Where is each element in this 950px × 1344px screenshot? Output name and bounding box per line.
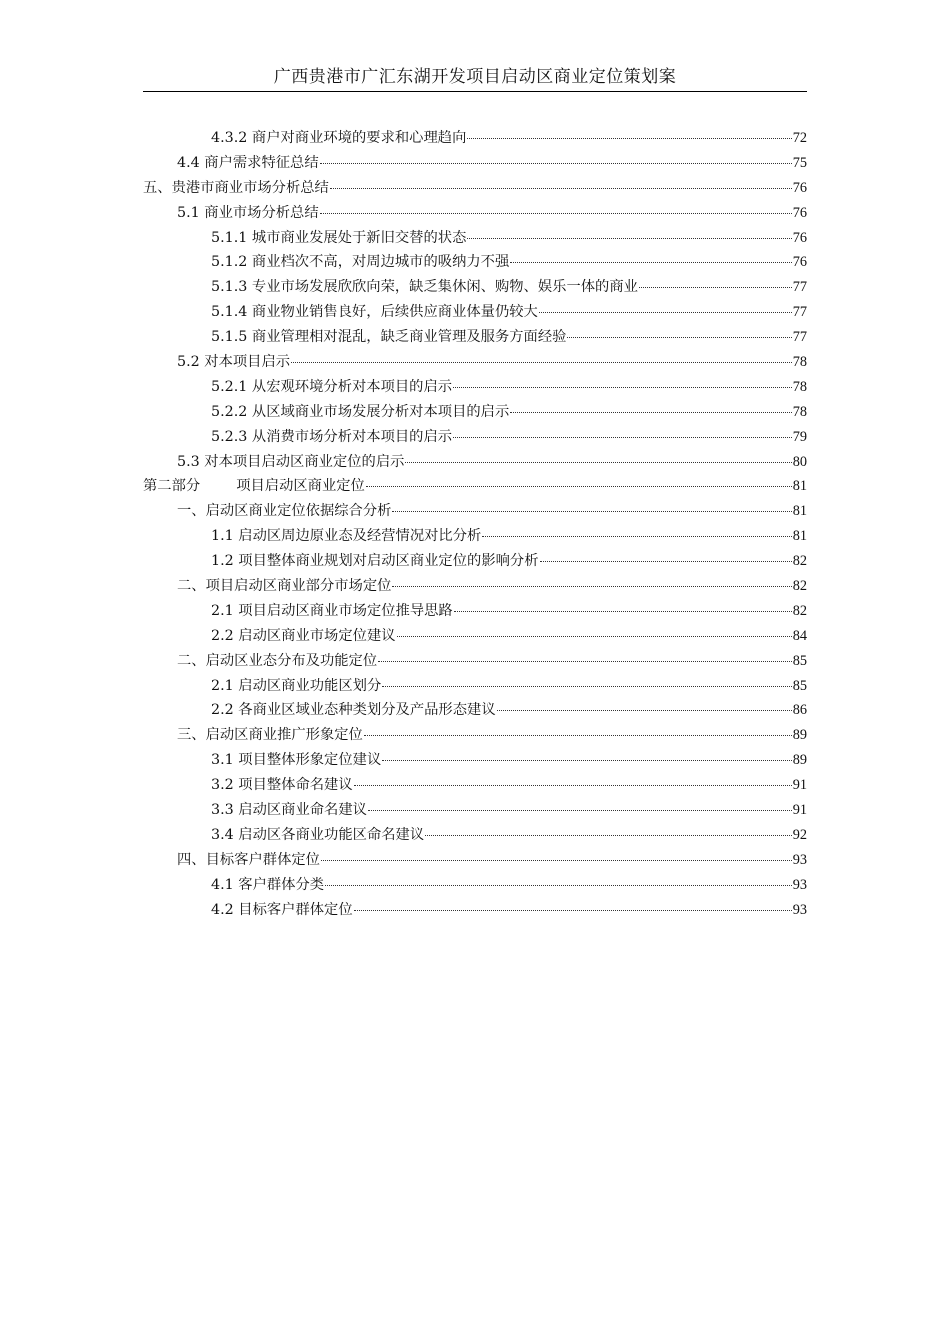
toc-entry-title: 5.2.2 从区域商业市场发展分析对本项目的启示 bbox=[211, 403, 510, 420]
toc-dot-leader bbox=[467, 138, 791, 139]
toc-entry-title: 5.1.2 商业档次不高，对周边城市的吸纳力不强 bbox=[211, 254, 510, 271]
toc-dot-leader bbox=[325, 885, 792, 886]
toc-dot-leader bbox=[567, 337, 791, 338]
toc-dot-leader bbox=[454, 611, 792, 612]
toc-entry[interactable] bbox=[143, 350, 807, 375]
toc-page-number: 81 bbox=[792, 503, 807, 520]
toc-entry-title bbox=[143, 474, 365, 499]
toc-dot-leader bbox=[366, 486, 792, 487]
toc-entry[interactable] bbox=[143, 698, 807, 723]
toc-page-number: 85 bbox=[792, 652, 807, 669]
toc-page-number: 85 bbox=[792, 677, 807, 694]
toc-page-number: 81 bbox=[792, 478, 807, 495]
toc-entry[interactable] bbox=[143, 226, 807, 251]
toc-entry-title: 一、启动区商业定位依据综合分析 bbox=[177, 503, 392, 520]
toc-dot-leader bbox=[639, 287, 792, 288]
toc-dot-leader bbox=[392, 511, 791, 512]
toc-part-title: 项目启动区商业定位 bbox=[236, 478, 365, 495]
toc-page-number: 82 bbox=[792, 578, 807, 595]
toc-entry[interactable] bbox=[143, 450, 807, 475]
toc-entry[interactable] bbox=[143, 723, 807, 748]
header-divider bbox=[143, 91, 807, 92]
toc-dot-leader bbox=[382, 760, 791, 761]
toc-entry-title: 3.1 项目整体形象定位建议 bbox=[211, 752, 382, 769]
toc-page-number: 77 bbox=[792, 304, 807, 321]
toc-page-number: 76 bbox=[792, 204, 807, 221]
toc-page-number: 89 bbox=[792, 752, 807, 769]
toc-entry[interactable] bbox=[143, 275, 807, 300]
toc-entry-title: 5.1.3 专业市场发展欣欣向荣，缺乏集休闲、购物、娱乐一体的商业 bbox=[211, 279, 638, 296]
toc-dot-leader bbox=[368, 810, 792, 811]
toc-dot-leader bbox=[482, 536, 791, 537]
toc-entry-title: 5.3 对本项目启动区商业定位的启示 bbox=[177, 453, 405, 470]
toc-entry-title: 4.1 客户群体分类 bbox=[211, 876, 325, 893]
toc-dot-leader bbox=[497, 710, 792, 711]
toc-entry-title: 2.2 启动区商业市场定位建议 bbox=[211, 627, 396, 644]
toc-dot-leader bbox=[510, 412, 791, 413]
toc-entry[interactable] bbox=[143, 375, 807, 400]
toc-entry-title: 2.1 项目启动区商业市场定位推导思路 bbox=[211, 602, 453, 619]
toc-entry-title: 5.2 对本项目启示 bbox=[177, 354, 291, 371]
toc-dot-leader bbox=[378, 661, 792, 662]
toc-part-label: 第二部分 bbox=[143, 478, 201, 495]
toc-entry[interactable] bbox=[143, 250, 807, 275]
toc-entry-title: 1.2 项目整体商业规划对启动区商业定位的影响分析 bbox=[211, 553, 539, 570]
toc-page-number: 91 bbox=[792, 777, 807, 794]
toc-entry-title: 二、启动区业态分布及功能定位 bbox=[177, 652, 378, 669]
toc-entry-title: 3.2 项目整体命名建议 bbox=[211, 777, 353, 794]
toc-entry-title: 5.1.4 商业物业销售良好，后续供应商业体量仍较大 bbox=[211, 304, 538, 321]
toc-entry[interactable] bbox=[143, 599, 807, 624]
toc-entry-title: 5.2.3 从消费市场分析对本项目的启示 bbox=[211, 428, 453, 445]
toc-page-number: 86 bbox=[792, 702, 807, 719]
toc-dot-leader bbox=[392, 586, 791, 587]
toc-entry[interactable] bbox=[143, 649, 807, 674]
toc-entry-title: 5.2.1 从宏观环境分析对本项目的启示 bbox=[211, 378, 453, 395]
toc-entry-title: 5.1.5 商业管理相对混乱，缺乏商业管理及服务方面经验 bbox=[211, 329, 567, 346]
toc-page-number: 75 bbox=[792, 154, 807, 171]
toc-page-number: 72 bbox=[792, 130, 807, 146]
toc-dot-leader bbox=[330, 188, 792, 189]
toc-entry-title: 1.1 启动区周边原业态及经营情况对比分析 bbox=[211, 528, 482, 545]
toc-entry[interactable] bbox=[143, 151, 807, 176]
toc-dot-leader bbox=[320, 163, 792, 164]
toc-dot-leader bbox=[467, 238, 791, 239]
toc-dot-leader bbox=[397, 636, 792, 637]
toc-entry[interactable] bbox=[143, 773, 807, 798]
page-header-title: 广西贵港市广汇东湖开发项目启动区商业定位策划案 bbox=[273, 67, 677, 87]
toc-page-number: 76 bbox=[792, 229, 807, 246]
toc-entry[interactable] bbox=[143, 201, 807, 226]
toc-dot-leader bbox=[540, 561, 792, 562]
toc-entry[interactable] bbox=[143, 325, 807, 350]
toc-page-number: 93 bbox=[792, 851, 807, 868]
toc-dot-leader bbox=[382, 686, 791, 687]
toc-entry-title: 三、启动区商业推广形象定位 bbox=[177, 727, 363, 744]
toc-entry[interactable] bbox=[143, 748, 807, 773]
toc-page-number: 89 bbox=[792, 727, 807, 744]
toc-dot-leader bbox=[405, 462, 791, 463]
toc-entry-title: 2.1 启动区商业功能区划分 bbox=[211, 677, 382, 694]
toc-entry-title: 3.4 启动区各商业功能区命名建议 bbox=[211, 826, 425, 843]
toc-entry[interactable] bbox=[143, 848, 807, 873]
toc-entry-title: 4.4 商户需求特征总结 bbox=[177, 154, 319, 171]
toc-dot-leader bbox=[320, 213, 792, 214]
toc-page-number: 82 bbox=[792, 553, 807, 570]
toc-page-number: 81 bbox=[792, 528, 807, 545]
toc-entry-title: 四、目标客户群体定位 bbox=[177, 851, 320, 868]
toc-page-number: 76 bbox=[792, 179, 807, 196]
toc-dot-leader bbox=[453, 437, 792, 438]
toc-page-number: 80 bbox=[792, 453, 807, 470]
toc-entry[interactable] bbox=[143, 524, 807, 549]
toc-entry[interactable] bbox=[143, 400, 807, 425]
toc-entry[interactable] bbox=[143, 499, 807, 524]
toc-entry-title: 5.1.1 城市商业发展处于新旧交替的状态 bbox=[211, 229, 467, 246]
toc-entry[interactable] bbox=[143, 126, 807, 151]
toc-page-number: 84 bbox=[792, 627, 807, 644]
toc-entry[interactable] bbox=[143, 474, 807, 499]
toc-page-number: 92 bbox=[792, 826, 807, 843]
toc-entry[interactable] bbox=[143, 898, 807, 923]
toc-entry[interactable] bbox=[143, 798, 807, 823]
toc-dot-leader bbox=[291, 362, 792, 363]
toc-dot-leader bbox=[354, 910, 792, 911]
toc-entry[interactable] bbox=[143, 624, 807, 649]
toc-page-number: 82 bbox=[792, 602, 807, 619]
toc-page-number: 78 bbox=[792, 354, 807, 371]
toc-entry[interactable] bbox=[143, 674, 807, 699]
toc-entry[interactable] bbox=[143, 823, 807, 848]
toc-page-number: 77 bbox=[792, 329, 807, 346]
toc-entry-title: 2.2 各商业区域业态种类划分及产品形态建议 bbox=[211, 702, 496, 719]
toc-entry[interactable] bbox=[143, 300, 807, 325]
toc-entry[interactable] bbox=[143, 176, 807, 201]
toc-entry-title: 3.3 启动区商业命名建议 bbox=[211, 802, 367, 819]
toc-page-number: 76 bbox=[792, 254, 807, 271]
toc-page-number: 78 bbox=[792, 378, 807, 395]
toc-entry[interactable] bbox=[143, 425, 807, 450]
table-of-contents bbox=[143, 126, 807, 923]
toc-page-number: 77 bbox=[792, 279, 807, 296]
toc-dot-leader bbox=[354, 785, 792, 786]
toc-dot-leader bbox=[364, 735, 792, 736]
toc-entry[interactable] bbox=[143, 574, 807, 599]
toc-entry-title: 二、项目启动区商业部分市场定位 bbox=[177, 578, 392, 595]
toc-page-number: 93 bbox=[792, 901, 807, 918]
toc-entry[interactable] bbox=[143, 549, 807, 574]
toc-entry[interactable] bbox=[143, 873, 807, 898]
toc-entry-title: 五、贵港市商业市场分析总结 bbox=[143, 179, 329, 196]
toc-page-number: 91 bbox=[792, 802, 807, 819]
toc-dot-leader bbox=[321, 860, 792, 861]
toc-dot-leader bbox=[453, 387, 792, 388]
toc-page-number: 93 bbox=[792, 876, 807, 893]
toc-dot-leader bbox=[539, 312, 792, 313]
toc-entry-title: 5.1 商业市场分析总结 bbox=[177, 204, 319, 221]
toc-entry-title: 4.3.2 商户对商业环境的要求和心理趋向 bbox=[211, 130, 467, 146]
toc-dot-leader bbox=[510, 262, 791, 263]
toc-page-number: 78 bbox=[792, 403, 807, 420]
toc-dot-leader bbox=[425, 835, 792, 836]
toc-entry-title: 4.2 目标客户群体定位 bbox=[211, 901, 353, 918]
toc-page-number: 79 bbox=[792, 428, 807, 445]
